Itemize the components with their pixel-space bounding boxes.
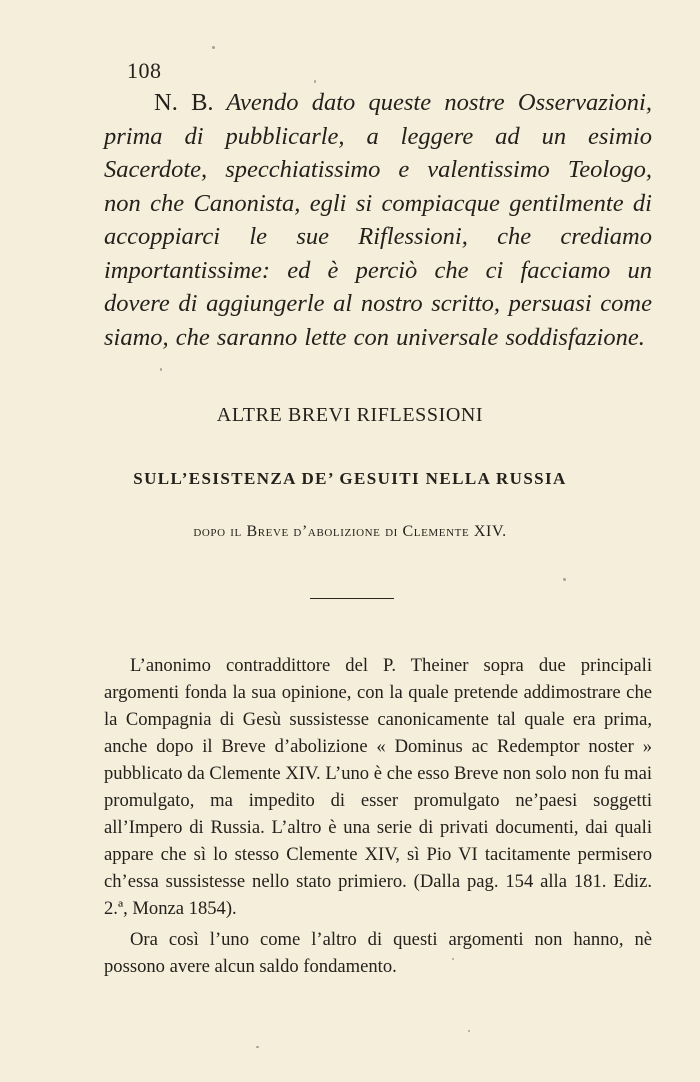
section-title: ALTRE BREVI RIFLESSIONI: [216, 404, 484, 426]
paragraph-2: Ora così l’uno come l’altro di questi argomenti non hanno, nè possono avere alcun saldo fondamento.: [104, 929, 652, 977]
paper-speck: [563, 578, 566, 581]
editor-note: [104, 86, 652, 354]
paragraph-1: L’anonimo contraddittore del P. Theiner sopra due principali argomenti fonda la sua opinione, con la quale pretende addimostrare che la Compagnia di Gesù sussistesse canonicamente tal quale era prima, anche dopo il Breve d’abolizione « Dominus ac Redemptor noster » pubblicato da Clemente XIV. L’uno è che esso Breve non solo non fu mai promulgato, ma impedito di esser promulgato ne’paesi soggetti all’Impero di Russia. L’altro è una serie di privati documenti, dai quali appare che sì lo stesso Clemente XIV, sì Pio VI tacitamente permisero ch’essa sussistesse nello stato primiero. (Dalla pag. 154 alla 181. Ediz. 2.ª, Monza 1854).: [104, 655, 652, 919]
paper-speck: [160, 368, 162, 371]
paper-speck: [314, 80, 316, 83]
section-divider: [310, 598, 394, 599]
note-label: N. B.: [154, 89, 214, 116]
note-text: Avendo dato queste nostre Osservazioni, prima di pubblicarle, a leggere ad un esimio Sacerdote, specchiatissimo e valentissimo Teologo, non che Canonista, egli si compiacque gentilmente di accoppiarci le sue Riflessioni, che crediamo importantissime: ed è perciò che ci facciamo un dovere di aggiungerle al nostro scritto, persuasi come siamo, che saranno lette con universale soddisfazione.: [104, 89, 652, 351]
paper-speck: [212, 46, 215, 49]
paper-speck: [468, 1030, 470, 1032]
body-text: [104, 652, 652, 980]
page-number: 108: [127, 58, 162, 83]
section-subtitle: SULL’ESISTENZA DE’ GESUITI NELLA RUSSIA: [133, 469, 567, 488]
paper-speck: [256, 1046, 259, 1048]
paper-speck: [452, 958, 454, 960]
section-caption: dopo il Breve d’abolizione di Clemente XIV.: [193, 523, 507, 540]
